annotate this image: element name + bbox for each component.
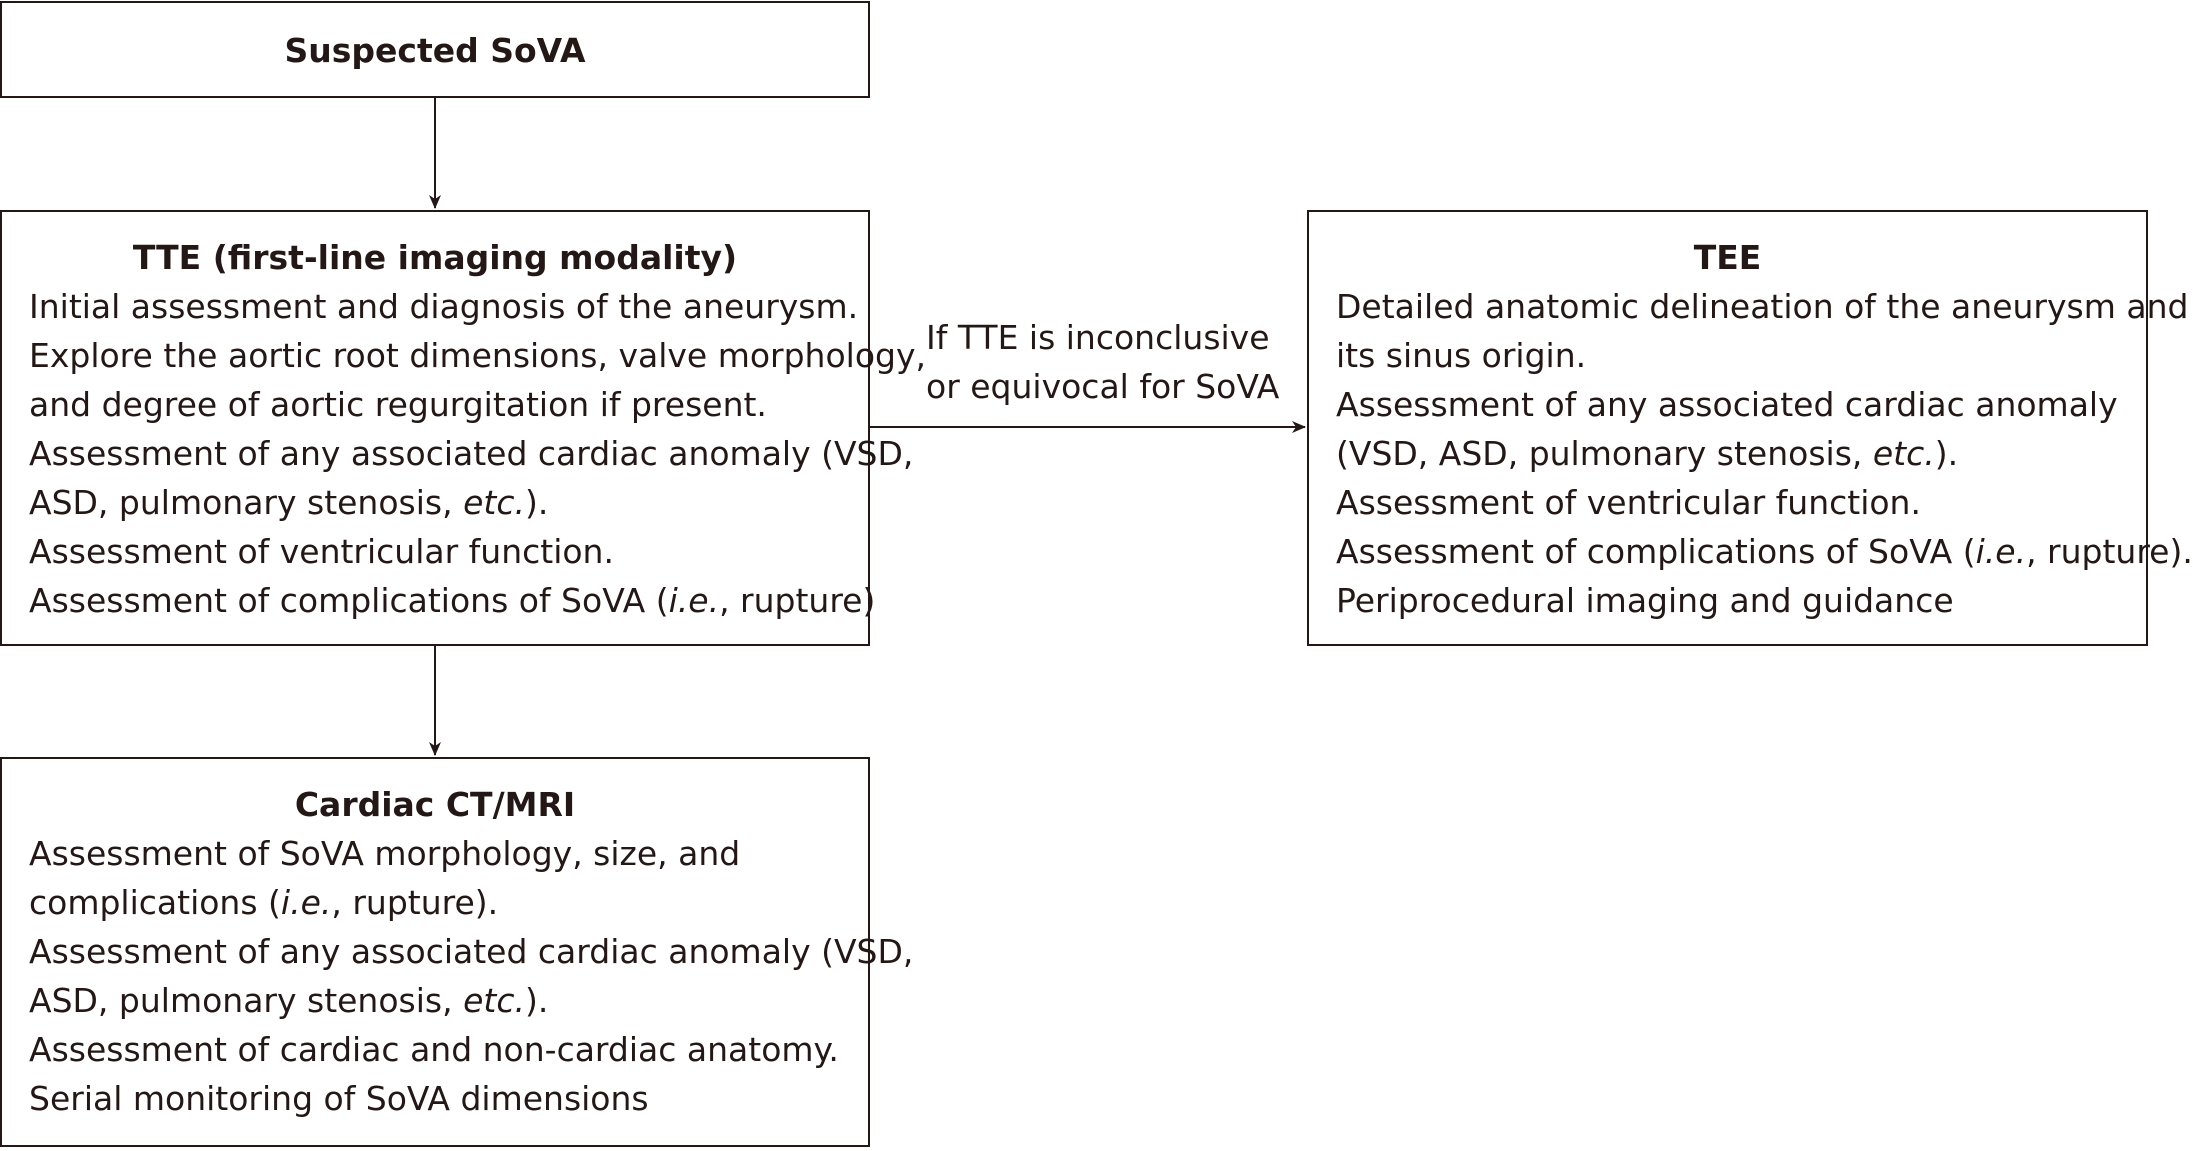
connector-label bbox=[926, 313, 1279, 411]
tee-line: its sinus origin. bbox=[1336, 336, 1587, 375]
cardiac-ct-mri-body bbox=[2, 829, 914, 1123]
tee-box bbox=[1307, 210, 2193, 646]
connector-label-line: If TTE is inconclusive bbox=[926, 318, 1270, 357]
ct-line: Serial monitoring of SoVA dimensions bbox=[29, 1079, 649, 1118]
ct-line: Assessment of cardiac and non-cardiac anatomy. bbox=[29, 1030, 839, 1069]
tte-line: Assessment of ventricular function. bbox=[29, 532, 614, 571]
tee-ie: i.e. bbox=[1975, 532, 2027, 571]
ct-line: complications (i.e., rupture). bbox=[29, 883, 499, 922]
tee-line: Assessment of any associated cardiac anomaly bbox=[1336, 385, 2118, 424]
ct-ie: i.e. bbox=[280, 883, 332, 922]
tte-line: ASD, pulmonary stenosis, etc.). bbox=[29, 483, 549, 522]
suspected-sova-title: Suspected SoVA bbox=[284, 31, 586, 70]
suspected-sova-box bbox=[0, 1, 870, 98]
ct-line: Assessment of SoVA morphology, size, and bbox=[29, 834, 741, 873]
cardiac-ct-mri-title: Cardiac CT/MRI bbox=[294, 785, 576, 824]
tte-etc: etc. bbox=[463, 483, 525, 522]
tee-line: Detailed anatomic delineation of the aneurysm and bbox=[1336, 287, 2189, 326]
tte-line: Explore the aortic root dimensions, valve morphology, bbox=[29, 336, 926, 375]
tte-ie: i.e. bbox=[668, 581, 720, 620]
tee-line: Periprocedural imaging and guidance bbox=[1336, 581, 1954, 620]
tee-line: (VSD, ASD, pulmonary stenosis, etc.). bbox=[1336, 434, 1959, 473]
tte-line: Assessment of any associated cardiac anomaly (VSD, bbox=[29, 434, 914, 473]
tee-line: Assessment of complications of SoVA (i.e., rupture). bbox=[1336, 532, 2193, 571]
cardiac-ct-mri-box bbox=[0, 757, 914, 1147]
tte-line: Assessment of complications of SoVA (i.e., rupture) bbox=[29, 581, 876, 620]
connector-label-line: or equivocal for SoVA bbox=[926, 367, 1280, 406]
ct-etc: etc. bbox=[463, 981, 525, 1020]
tee-line: Assessment of ventricular function. bbox=[1336, 483, 1921, 522]
tte-box bbox=[0, 210, 926, 646]
ct-line: Assessment of any associated cardiac anomaly (VSD, bbox=[29, 932, 914, 971]
tte-line: Initial assessment and diagnosis of the aneurysm. bbox=[29, 287, 859, 326]
tte-line: and degree of aortic regurgitation if present. bbox=[29, 385, 767, 424]
tee-title: TEE bbox=[1693, 238, 1762, 277]
ct-line: ASD, pulmonary stenosis, etc.). bbox=[29, 981, 549, 1020]
tee-body bbox=[1309, 282, 2193, 625]
tte-body bbox=[2, 282, 926, 625]
tee-etc: etc. bbox=[1872, 434, 1935, 473]
tte-title: TTE (first-line imaging modality) bbox=[132, 238, 738, 277]
